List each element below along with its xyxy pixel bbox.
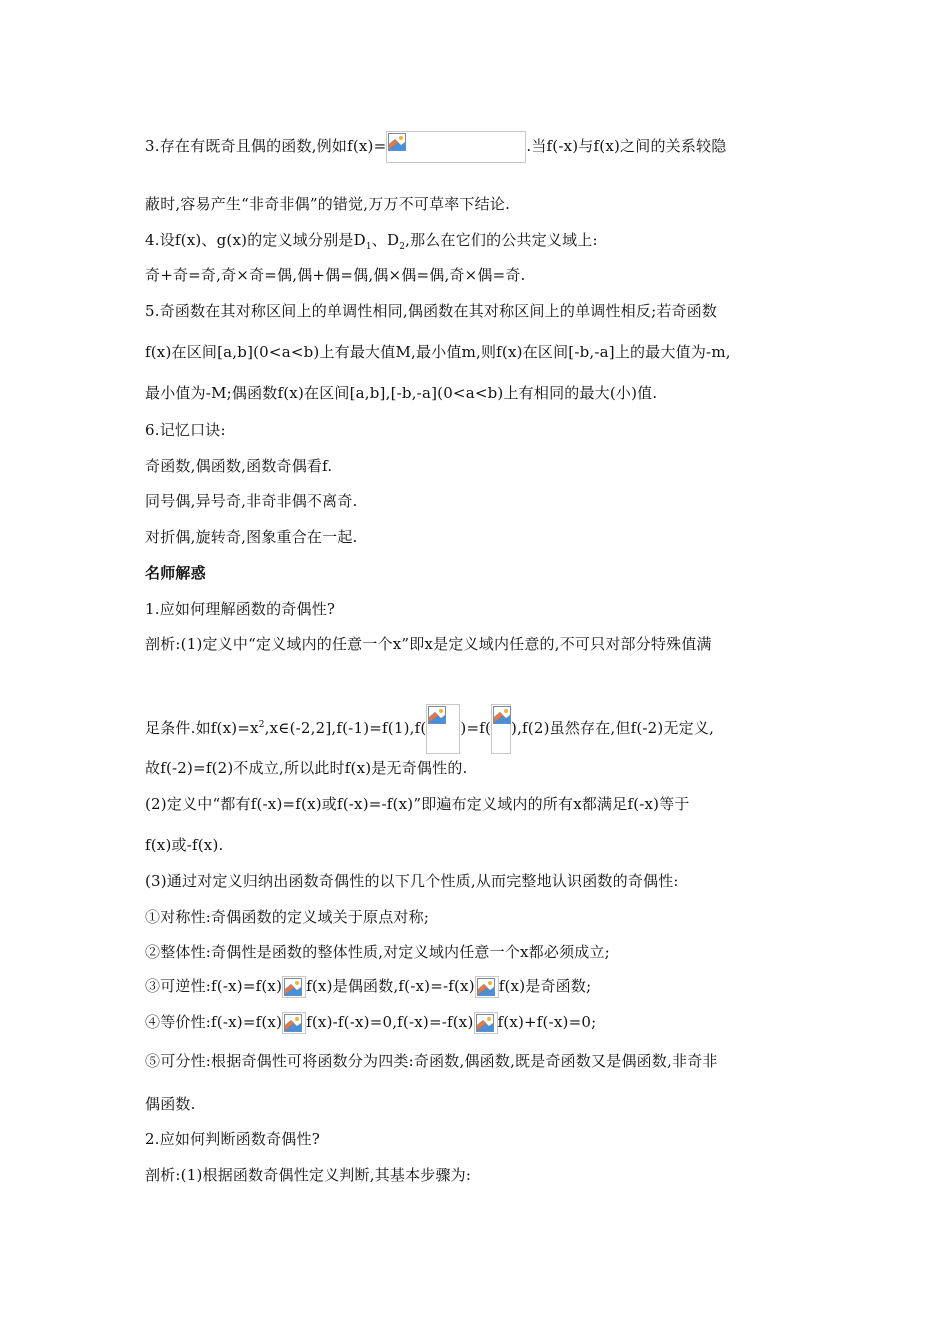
- arrow-image-placeholder: [282, 1012, 306, 1034]
- analysis-2-line-1: (2)定义中“都有f(-x)=f(x)或f(-x)=-f(x)”即遍布定义域内的所有x都满足f(-x)等于: [145, 795, 690, 813]
- analysis-2-line-2: f(x)或-f(x).: [145, 836, 224, 854]
- fraction-image-placeholder: [426, 704, 460, 754]
- broken-image-icon: [477, 978, 495, 996]
- para-5-line-3: 最小值为-M;偶函数f(x)在区间[a,b],[-b,-a](0<a<b)上有相同的最大(小)值.: [145, 384, 658, 402]
- mnemonic-line-2: 同号偶,异号奇,非奇非偶不离奇.: [145, 492, 358, 510]
- arrow-image-placeholder: [474, 1012, 498, 1034]
- para-4-line-2: 奇+奇=奇,奇×奇=偶,偶+偶=偶,偶×偶=偶,奇×偶=奇.: [145, 266, 526, 284]
- broken-image-icon: [388, 133, 406, 151]
- analysis-q2-line-1: 剖析:(1)根据函数奇偶性定义判断,其基本步骤为:: [145, 1166, 472, 1184]
- para-3-line-2: 蔽时,容易产生“非奇非偶”的错觉,万万不可草率下结论.: [145, 195, 511, 213]
- broken-image-icon: [476, 1014, 494, 1032]
- question-1: 1.应如何理解函数的奇偶性?: [145, 600, 336, 618]
- formula-image-placeholder: [386, 131, 526, 163]
- property-symmetry: ①对称性:奇偶函数的定义域关于原点对称;: [145, 908, 430, 926]
- property-divisibility-line-2: 偶函数.: [145, 1095, 196, 1113]
- broken-image-icon: [284, 978, 302, 996]
- question-2: 2.应如何判断函数奇偶性?: [145, 1130, 320, 1148]
- mnemonic-line-3: 对折偶,旋转奇,图象重合在一起.: [145, 528, 358, 546]
- arrow-image-placeholder: [475, 976, 499, 998]
- broken-image-icon: [493, 706, 511, 724]
- mnemonic-line-1: 奇函数,偶函数,函数奇偶看f.: [145, 457, 333, 475]
- property-reversibility: ③可逆性:f(-x)=f(x) f(x)是偶函数,f(-x)=-f(x) f(x)是奇函数;: [145, 976, 591, 998]
- property-integrity: ②整体性:奇偶性是函数的整体性质,对定义域内任意一个x都必须成立;: [145, 943, 610, 961]
- para-3-line-1: 3.存在有既奇且偶的函数,例如f(x)= .当f(-x)与f(x)之间的关系较隐: [145, 131, 726, 163]
- arrow-image-placeholder: [282, 976, 306, 998]
- fraction-image-placeholder: [491, 704, 511, 754]
- property-divisibility-line-1: ⑤可分性:根据奇偶性可将函数分为四类:奇函数,偶函数,既是奇函数又是偶函数,非奇非: [145, 1052, 718, 1070]
- analysis-1-line-1: 剖析:(1)定义中“定义域内的任意一个x”即x是定义域内任意的,不可只对部分特殊值满: [145, 635, 712, 653]
- analysis-3-line-1: (3)通过对定义归纳出函数奇偶性的以下几个性质,从而完整地认识函数的奇偶性:: [145, 872, 679, 890]
- broken-image-icon: [428, 706, 446, 724]
- property-equivalence: ④等价性:f(-x)=f(x) f(x)-f(-x)=0,f(-x)=-f(x) f(x)+f(-x)=0;: [145, 1012, 596, 1034]
- analysis-1-line-3: 故f(-2)=f(2)不成立,所以此时f(x)是无奇偶性的.: [145, 759, 468, 777]
- analysis-1-line-2: 足条件.如$f(x)=x^2,x\in(-2,2],f(-1)=f(1),f$( )=f( ),f(2)虽然存在,但f(-2)无定义,: [145, 704, 714, 754]
- para-4-line-1: 4.设f(x)、g(x)的定义域分别是$D_1$、$D_2$,那么在它们的公共定义域上:: [145, 231, 598, 252]
- para-6-title: 6.记忆口诀:: [145, 421, 226, 439]
- broken-image-icon: [284, 1014, 302, 1032]
- para-5-line-1: 5.奇函数在其对称区间上的单调性相同,偶函数在其对称区间上的单调性相反;若奇函数: [145, 302, 718, 320]
- section-heading: 名师解惑: [145, 564, 206, 582]
- para-5-line-2: f(x)在区间[a,b](0<a<b)上有最大值M,最小值m,则f(x)在区间[-b,-a]上的最大值为-m,: [145, 343, 731, 361]
